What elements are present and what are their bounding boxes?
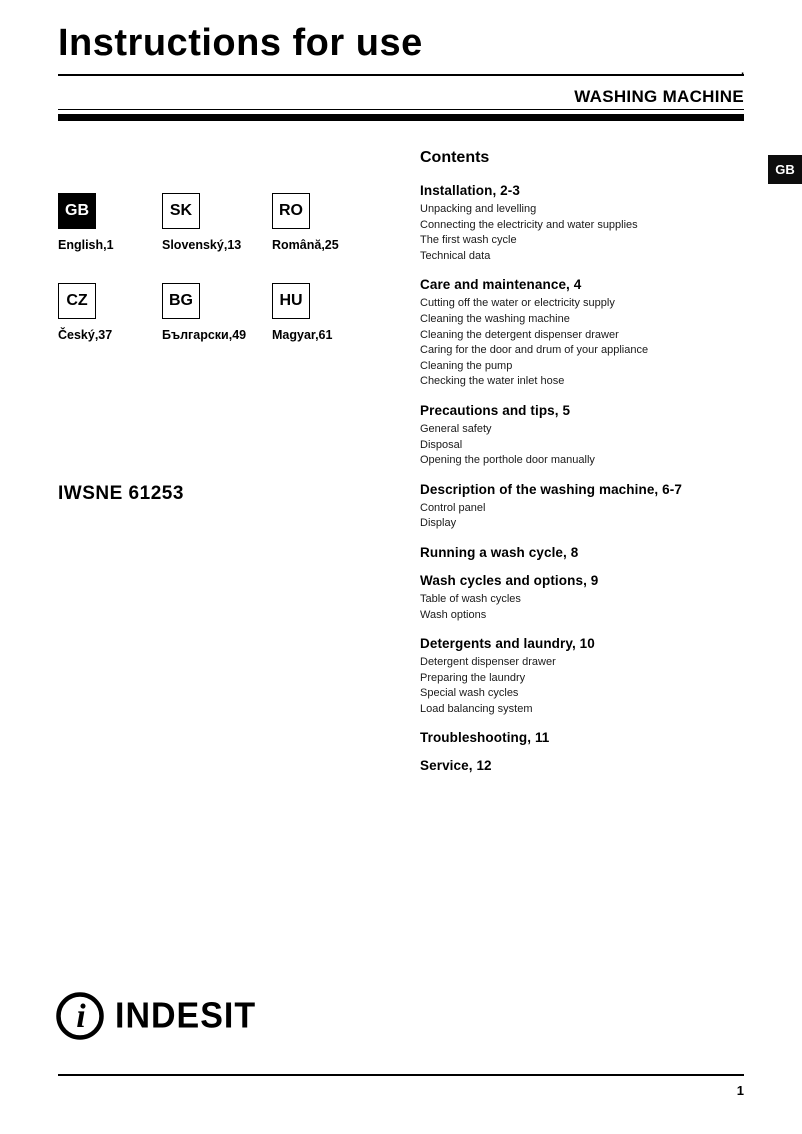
toc-section bbox=[420, 758, 754, 773]
toc-item: Load balancing system bbox=[420, 702, 533, 715]
toc-section bbox=[420, 482, 754, 532]
contents-section bbox=[420, 149, 754, 786]
language-badge-bg: BG bbox=[162, 283, 200, 319]
language-item-ro bbox=[272, 193, 372, 252]
toc-item: Cleaning the detergent dispenser drawer bbox=[420, 328, 619, 341]
toc-section-title: Care and maintenance, 4 bbox=[420, 277, 582, 293]
toc-section bbox=[420, 573, 754, 623]
language-grid bbox=[58, 193, 372, 342]
toc-item: The first wash cycle bbox=[420, 234, 517, 247]
toc-section bbox=[420, 183, 754, 264]
subtitle-thick-rule bbox=[58, 114, 744, 121]
toc-item: Table of wash cycles bbox=[420, 592, 521, 605]
toc-item: Checking the water inlet hose bbox=[420, 375, 565, 388]
language-label: Slovenský,13 bbox=[162, 238, 242, 252]
toc-section bbox=[420, 545, 754, 560]
language-item-cz bbox=[58, 283, 162, 342]
language-item-gb bbox=[58, 193, 162, 252]
title-rule bbox=[58, 74, 744, 76]
page-number: 1 bbox=[736, 1083, 744, 1098]
toc-item: Disposal bbox=[420, 438, 463, 451]
language-item-hu bbox=[272, 283, 372, 342]
language-item-bg bbox=[162, 283, 272, 342]
subtitle-thin-rule bbox=[58, 109, 744, 110]
toc-item: General safety bbox=[420, 422, 492, 435]
brand-wordmark: INDESIT bbox=[115, 995, 257, 1036]
toc-section-title: Precautions and tips, 5 bbox=[420, 402, 571, 418]
toc-section bbox=[420, 277, 754, 390]
language-badge-gb: GB bbox=[58, 193, 96, 229]
toc-section bbox=[420, 636, 754, 717]
toc-item: Caring for the door and drum of your appliance bbox=[420, 344, 649, 357]
language-label: Български,49 bbox=[162, 328, 247, 342]
toc-item: Display bbox=[420, 517, 457, 530]
language-badge-hu: HU bbox=[272, 283, 310, 319]
svg-text:i: i bbox=[76, 998, 86, 1035]
toc-section-title: Installation, 2-3 bbox=[420, 183, 520, 198]
toc-section-title: Running a wash cycle, 8 bbox=[420, 544, 579, 560]
indesit-logo bbox=[54, 990, 256, 1042]
language-label: Magyar,61 bbox=[272, 328, 333, 342]
toc-item: Detergent dispenser drawer bbox=[420, 656, 556, 669]
toc-section bbox=[420, 730, 754, 745]
page-title: Instructions for use bbox=[58, 22, 423, 64]
toc-item: Cleaning the pump bbox=[420, 359, 513, 372]
language-badge-sk: SK bbox=[162, 193, 200, 229]
toc-section-title: Service, 12 bbox=[420, 758, 492, 774]
language-badge-ro: RO bbox=[272, 193, 310, 229]
language-label: Český,37 bbox=[58, 328, 113, 342]
toc-item: Opening the porthole door manually bbox=[420, 454, 595, 467]
toc-section-title: Description of the washing machine, 6-7 bbox=[420, 481, 682, 497]
toc-section-title: Detergents and laundry, 10 bbox=[420, 636, 595, 652]
model-number: IWSNE 61253 bbox=[58, 483, 184, 504]
toc-item: Cleaning the washing machine bbox=[420, 312, 570, 325]
indesit-i-circle-icon bbox=[54, 990, 106, 1042]
language-label: Română,25 bbox=[272, 238, 339, 252]
table-of-contents bbox=[420, 183, 754, 773]
toc-item: Connecting the electricity and water supplies bbox=[420, 218, 638, 231]
toc-section-title: Troubleshooting, 11 bbox=[420, 730, 550, 746]
toc-item: Control panel bbox=[420, 501, 486, 514]
contents-heading: Contents bbox=[420, 149, 490, 166]
stray-mark: ' bbox=[741, 70, 744, 84]
toc-item: Preparing the laundry bbox=[420, 671, 526, 684]
toc-item: Unpacking and levelling bbox=[420, 203, 537, 215]
language-item-sk bbox=[162, 193, 272, 252]
toc-item: Technical data bbox=[420, 249, 491, 262]
language-label: English,1 bbox=[58, 238, 114, 252]
toc-item: Wash options bbox=[420, 608, 487, 621]
footer-rule bbox=[58, 1074, 744, 1076]
language-badge-cz: CZ bbox=[58, 283, 96, 319]
toc-item: Cutting off the water or electricity supply bbox=[420, 297, 615, 310]
document-subtitle: WASHING MACHINE bbox=[574, 87, 744, 106]
toc-item: Special wash cycles bbox=[420, 687, 519, 700]
toc-section bbox=[420, 403, 754, 469]
toc-section-title: Wash cycles and options, 9 bbox=[420, 572, 599, 588]
language-side-tab: GB bbox=[768, 155, 802, 184]
